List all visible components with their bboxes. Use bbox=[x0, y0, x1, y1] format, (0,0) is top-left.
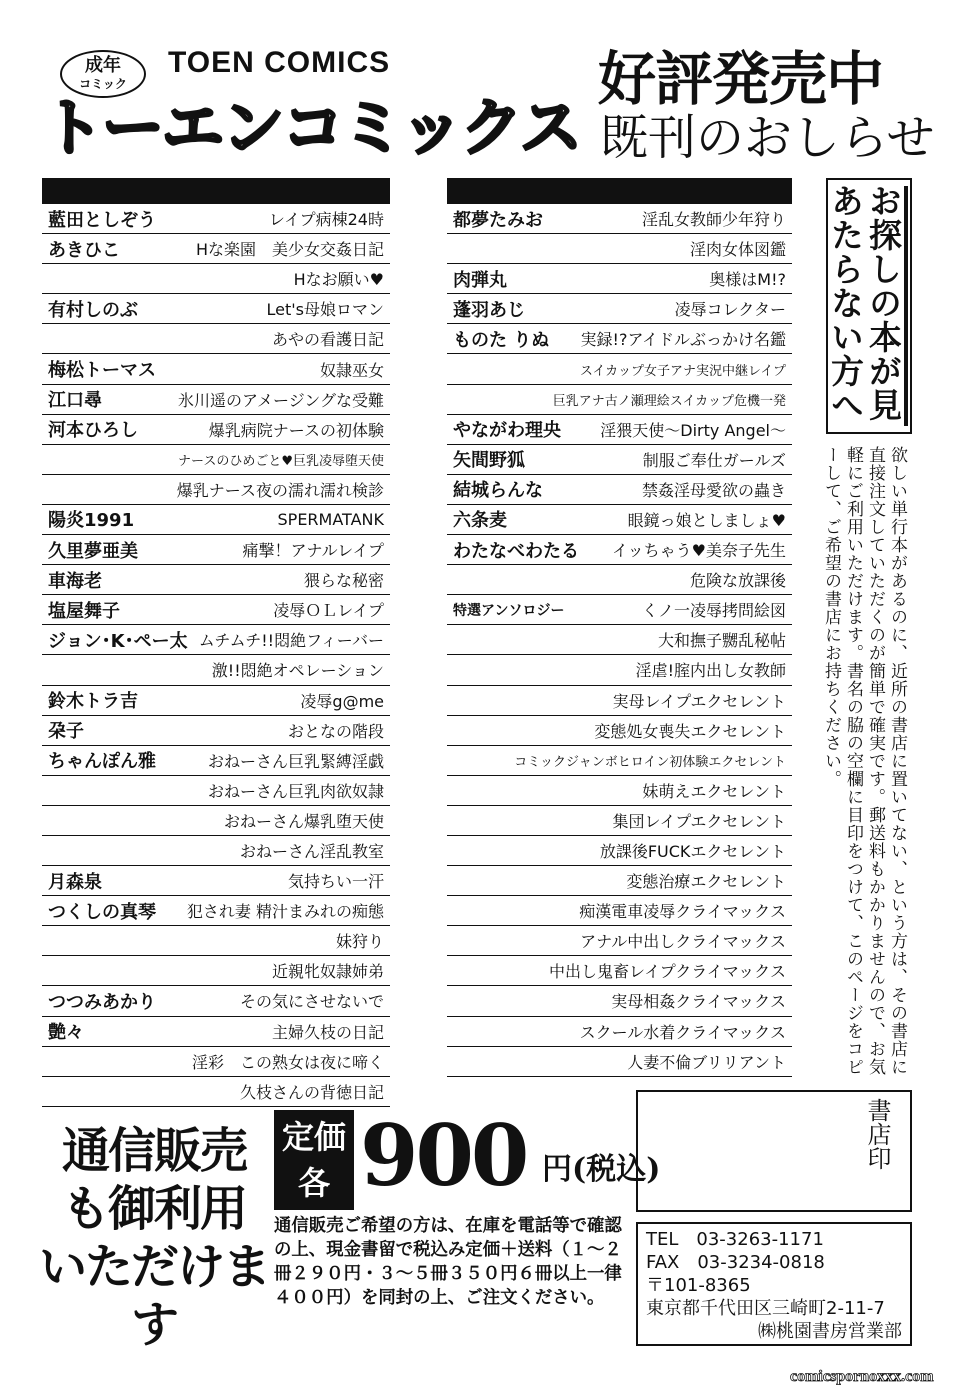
book-title: 気持ちい一汗 bbox=[287, 872, 384, 892]
catalog-row bbox=[42, 1077, 390, 1107]
book-title: 凌辱コレクター bbox=[674, 300, 786, 320]
catalog-row bbox=[447, 1017, 792, 1047]
book-title: Hなお願い♥ bbox=[293, 270, 384, 290]
catalog-row bbox=[42, 716, 390, 746]
badge-line2: コミック bbox=[79, 77, 127, 91]
catalog-row bbox=[447, 445, 792, 475]
catalog-row bbox=[42, 625, 390, 655]
book-title: 実母レイプエクセレント bbox=[612, 691, 786, 711]
book-title: おとなの階段 bbox=[287, 721, 384, 741]
book-title: 妹狩り bbox=[335, 932, 384, 952]
catalog-row bbox=[447, 535, 792, 565]
catalog-row bbox=[42, 535, 390, 565]
mail-order-title bbox=[36, 1122, 272, 1354]
book-title: 放課後FUCKエクセレント bbox=[599, 842, 786, 862]
catalog-row bbox=[42, 986, 390, 1016]
catalog-row bbox=[42, 415, 390, 445]
bookstore-stamp-box bbox=[636, 1090, 912, 1212]
brand-japanese: トーエンコミックス bbox=[42, 91, 581, 164]
book-title: ナースのひめごと♥巨乳凌辱堕天使 bbox=[177, 453, 384, 469]
catalog-row bbox=[447, 686, 792, 716]
book-title: Let's母娘ロマン bbox=[266, 300, 384, 320]
price-box bbox=[274, 1106, 661, 1210]
catalog-row bbox=[447, 986, 792, 1016]
author-name: つくしの真琴 bbox=[48, 901, 156, 923]
search-notice-text: 欲しい単行本があるのに、近所の書店に置いてない、という方は、その書店に直接注文していただくのが簡単で確実です。郵送料もかかりませんので、お気軽にご利用いただけます。書名の脇の空欄に目印をつけて、このページをコピーして、ご希望の書店にお持ちください。 bbox=[821, 446, 907, 1076]
catalog-list-middle bbox=[447, 204, 792, 1077]
book-title: 実録!?アイドルぶっかけ名鑑 bbox=[580, 330, 786, 350]
book-title: 犯され妻 精汁まみれの痴態 bbox=[186, 902, 384, 922]
mail-order-line2: も御利用 bbox=[61, 1181, 246, 1237]
bookstore-stamp-label: 書店印 bbox=[863, 1098, 891, 1170]
catalog-row bbox=[447, 354, 792, 384]
book-title: 眼鏡っ娘としましょ♥ bbox=[627, 510, 786, 530]
book-title: 氷川遥のアメージングな受難 bbox=[177, 390, 384, 410]
catalog-row bbox=[42, 655, 390, 685]
price-label-line1: 定価 bbox=[281, 1118, 346, 1156]
catalog-row bbox=[447, 264, 792, 294]
catalog-row bbox=[42, 294, 390, 324]
catalog-row bbox=[447, 866, 792, 896]
catalog-row bbox=[42, 324, 390, 354]
column-header-bar bbox=[447, 178, 792, 204]
book-title: あやの看護日記 bbox=[271, 330, 384, 350]
catalog-column-left bbox=[42, 178, 390, 1107]
author-name: 塩屋舞子 bbox=[48, 600, 120, 622]
book-title: 猥らな秘密 bbox=[303, 571, 384, 591]
book-title: 爆乳ナース夜の濡れ濡れ検診 bbox=[176, 480, 384, 500]
price-label-line2: 各 bbox=[297, 1164, 330, 1202]
catalog-row bbox=[42, 264, 390, 294]
catalog-row bbox=[42, 926, 390, 956]
author-name: 矢間野狐 bbox=[453, 450, 525, 472]
contact-company: ㈱桃園書房営業部 bbox=[758, 1321, 902, 1342]
author-name: ちゃんぽん雅 bbox=[48, 751, 156, 773]
book-title: 淫虐!腟内出し女教師 bbox=[635, 661, 786, 681]
book-title: ムチムチ!!悶絶フィーバー bbox=[198, 631, 384, 651]
author-name: 鈴木トラ吉 bbox=[48, 691, 138, 713]
author-name: わたなべわたる bbox=[453, 540, 579, 562]
brand-english: TOEN COMICS bbox=[168, 46, 391, 79]
book-title: 痛撃！アナルレイプ bbox=[242, 541, 384, 561]
author-name: ものた りぬ bbox=[453, 329, 550, 351]
catalog-row bbox=[447, 234, 792, 264]
author-name: 車海老 bbox=[48, 570, 102, 592]
author-name: ジョン･K･ペー太 bbox=[48, 630, 188, 652]
catalog-row bbox=[447, 415, 792, 445]
book-title: アナル中出しクライマックス bbox=[580, 932, 786, 952]
catalog-list-left bbox=[42, 204, 390, 1107]
book-title: スイカップ女子アナ実況中継レイプ bbox=[579, 363, 786, 379]
book-title: 変態治療エクセレント bbox=[626, 872, 786, 892]
catalog-row bbox=[42, 866, 390, 896]
book-title: 奴隷巫女 bbox=[319, 360, 384, 380]
catalog-row bbox=[447, 836, 792, 866]
catalog-row bbox=[42, 445, 390, 475]
catalog-row bbox=[447, 204, 792, 234]
catalog-row bbox=[42, 956, 390, 986]
catalog-row bbox=[42, 776, 390, 806]
mail-order-line1: 通信販売 bbox=[61, 1123, 246, 1179]
book-title: 凌辱g@me bbox=[300, 691, 384, 711]
book-title: 制服ご奉仕ガールズ bbox=[642, 450, 786, 470]
on-sale-heading: 好評発売中 bbox=[598, 45, 884, 113]
author-name: 朶子 bbox=[48, 721, 84, 743]
price-value: 900 bbox=[360, 1106, 527, 1205]
catalog-row bbox=[447, 655, 792, 685]
price-unit: 円(税込) bbox=[542, 1152, 661, 1187]
book-title: 危険な放課後 bbox=[689, 571, 786, 591]
catalog-row bbox=[447, 324, 792, 354]
catalog-row bbox=[447, 565, 792, 595]
mail-order-line3: いただけます bbox=[38, 1239, 269, 1353]
search-notice-title: お探しの本が見あたらない方へ bbox=[826, 184, 903, 422]
book-title: 奥様はM!? bbox=[709, 270, 786, 290]
catalog-row bbox=[447, 926, 792, 956]
book-title: おねーさん淫乱教室 bbox=[239, 842, 384, 862]
catalog-row bbox=[42, 896, 390, 926]
catalog-row bbox=[447, 625, 792, 655]
price-label bbox=[274, 1110, 354, 1210]
author-name: 久里夢亜美 bbox=[48, 540, 138, 562]
contact-zip: 〒101-8365 bbox=[646, 1275, 751, 1296]
author-name: 蓬羽あじ bbox=[453, 299, 525, 321]
column-header-bar bbox=[42, 178, 390, 204]
author-name: 肉弾丸 bbox=[453, 269, 507, 291]
catalog-row bbox=[42, 234, 390, 264]
catalog-row bbox=[447, 806, 792, 836]
author-name: 河本ひろし bbox=[48, 420, 138, 442]
book-title: おねーさん巨乳肉欲奴隷 bbox=[207, 781, 384, 801]
book-title: 巨乳アナ古ノ瀬理絵スイカップ危機一発 bbox=[552, 393, 786, 409]
catalog-row bbox=[447, 294, 792, 324]
catalog-row bbox=[42, 385, 390, 415]
catalog-row bbox=[42, 1047, 390, 1077]
book-title: 大和撫子嬲乱秘帖 bbox=[657, 631, 786, 651]
book-title: 妹萌えエクセレント bbox=[642, 781, 786, 801]
catalog-row bbox=[447, 956, 792, 986]
author-name: つつみあかり bbox=[48, 991, 156, 1013]
book-title: 淫猥天使〜Dirty Angel〜 bbox=[600, 420, 786, 440]
book-title: SPERMATANK bbox=[277, 509, 384, 529]
catalog-row bbox=[42, 595, 390, 625]
book-title: 中出し鬼畜レイプクライマックス bbox=[549, 962, 786, 982]
catalog-column-middle bbox=[447, 178, 792, 1077]
catalog-row bbox=[447, 746, 792, 776]
catalog-row bbox=[42, 1017, 390, 1047]
author-name: 都夢たみお bbox=[453, 209, 543, 231]
book-title: 久枝さんの背徳日記 bbox=[239, 1082, 384, 1102]
site-watermark: comicspornoxxx.com bbox=[790, 1368, 934, 1385]
contact-fax: FAX 03-3234-0818 bbox=[646, 1252, 825, 1273]
author-name: 艶々 bbox=[48, 1022, 84, 1044]
author-name: 藍田としぞう bbox=[48, 209, 156, 231]
book-title: 痴漢電車凌辱クライマックス bbox=[579, 902, 786, 922]
catalog-row bbox=[42, 505, 390, 535]
catalog-row bbox=[42, 354, 390, 384]
contact-box bbox=[636, 1222, 912, 1346]
catalog-row bbox=[42, 746, 390, 776]
book-title: 変態処女喪失エクセレント bbox=[594, 721, 786, 741]
catalog-row bbox=[42, 686, 390, 716]
book-title: 淫彩 この熟女は夜に啼く bbox=[191, 1052, 384, 1072]
book-title: 淫肉女体図鑑 bbox=[689, 240, 786, 260]
catalog-row bbox=[42, 836, 390, 866]
catalog-row bbox=[42, 204, 390, 234]
book-title: レイプ病棟24時 bbox=[268, 210, 384, 230]
catalog-row bbox=[447, 716, 792, 746]
author-name: 江口尋 bbox=[48, 390, 102, 412]
author-name: あきひこ bbox=[48, 239, 120, 261]
book-title: 禁姦淫母愛欲の蟲き bbox=[641, 480, 786, 500]
author-name: 有村しのぶ bbox=[48, 299, 138, 321]
book-title: その気にさせないで bbox=[239, 992, 384, 1012]
order-instructions: 通信販売ご希望の方は、在庫を電話等で確認の上、現金書留で税込み定価＋送料（１〜２冊２９０円・３〜５冊３５０円６冊以上一律４００円）を同封の上、ご注文ください。 bbox=[274, 1216, 622, 1308]
catalog-row bbox=[447, 505, 792, 535]
author-name: 結城らんな bbox=[453, 480, 543, 502]
back-catalog-heading: 既刊のおしらせ bbox=[600, 110, 935, 166]
author-name: やながわ理央 bbox=[453, 420, 561, 442]
catalog-row bbox=[447, 475, 792, 505]
catalog-row bbox=[447, 595, 792, 625]
catalog-row bbox=[42, 475, 390, 505]
book-title: 淫乱女教師少年狩り bbox=[641, 210, 786, 230]
book-title: 凌辱ＯＬレイプ bbox=[273, 601, 384, 621]
book-title: 集団レイプエクセレント bbox=[612, 811, 786, 831]
author-name: 梅松トーマス bbox=[48, 360, 156, 382]
author-name: 月森泉 bbox=[48, 871, 102, 893]
contact-address: 東京都千代田区三崎町2-11-7 bbox=[646, 1298, 885, 1319]
catalog-row bbox=[42, 806, 390, 836]
book-title: くノ一凌辱拷問絵図 bbox=[641, 601, 786, 621]
book-title: 爆乳病院ナースの初体験 bbox=[208, 420, 384, 440]
book-title: おねーさん巨乳緊縛淫戯 bbox=[207, 751, 384, 771]
author-name: 陽炎1991 bbox=[48, 510, 135, 532]
catalog-row bbox=[42, 565, 390, 595]
badge-line1: 成年 bbox=[85, 55, 121, 76]
catalog-row bbox=[447, 385, 792, 415]
book-title: コミックジャンボヒロイン初体験エクセレント bbox=[514, 754, 786, 770]
book-title: 主婦久枝の日記 bbox=[271, 1022, 384, 1042]
book-title: 近親牝奴隷姉弟 bbox=[271, 962, 384, 982]
book-title: おねーさん爆乳堕天使 bbox=[223, 811, 384, 831]
author-name: 特選アンソロジー bbox=[453, 602, 565, 619]
catalog-row bbox=[447, 1047, 792, 1077]
search-notice-box bbox=[826, 178, 912, 434]
contact-tel: TEL 03-3263-1171 bbox=[646, 1229, 824, 1250]
book-title: 激!!悶絶オペレーション bbox=[211, 661, 384, 681]
catalog-row bbox=[447, 776, 792, 806]
author-name: 六条麦 bbox=[453, 510, 507, 532]
book-title: スクール水着クライマックス bbox=[579, 1022, 786, 1042]
book-title: 実母相姦クライマックス bbox=[611, 992, 786, 1012]
book-title: イッちゃう♥美奈子先生 bbox=[611, 541, 786, 561]
book-title: Hな楽園 美少女交姦日記 bbox=[195, 240, 384, 260]
catalog-row bbox=[447, 896, 792, 926]
book-title: 人妻不倫ブリリアント bbox=[627, 1052, 786, 1072]
